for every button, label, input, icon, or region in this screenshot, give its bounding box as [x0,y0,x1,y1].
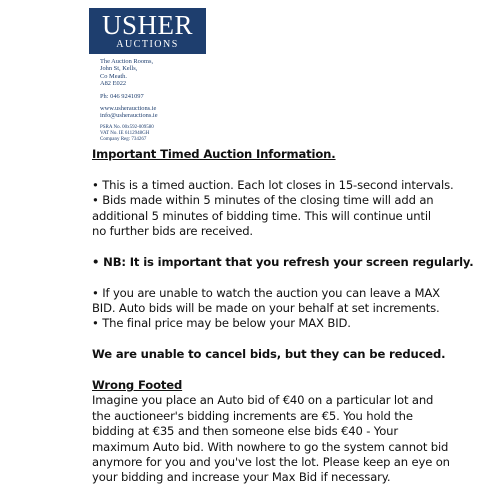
website-link[interactable]: www.usherauctions.ie [100,105,157,113]
wrong-footed-line-6: your bidding and increase your Max Bid if necessary. [92,470,391,485]
company-reg: Company Reg: 734267 [100,136,147,142]
logo-subtitle: AUCTIONS [116,39,179,50]
wrong-footed-line-3: bidding at €35 and then someone else bids €40 - Your [92,424,398,439]
wrong-footed-line-2: the auctioneer's bidding increments are €5. You hold the [92,408,413,423]
info-heading: Important Timed Auction Information. [92,147,336,161]
wrong-footed-line-1: Imagine you place an Auto bid of €40 on a particular lot and [92,393,434,408]
address-line-4: A82 E022 [100,80,127,88]
phone-number: Ph: 046 9241097 [100,92,144,100]
address-line-1: The Auction Rooms, [100,58,154,65]
bullet-final-price: • The final price may be below your MAX BID. [92,316,351,331]
wrong-footed-line-5: anymore for you and you've lost the lot. Please keep an eye on [92,455,450,470]
bullet-max-bid-line-2: BID. Auto bids will be made on your behalf at set increments. [92,301,440,316]
bullet-max-bid-line-1: • If you are unable to watch the auction you can leave a MAX [92,285,440,300]
bullet-extension-line-3: no further bids are received. [92,224,253,239]
wrong-footed-heading: Wrong Footed [92,378,183,393]
usher-auctions-logo [89,8,206,54]
vat-number: VAT No. IE 6112948GH [100,130,150,136]
logo-wordmark: USHER [101,10,193,40]
bullet-timed-auction: • This is a timed auction. Each lot closes in 15-second intervals. [92,177,454,192]
bullet-extension-line-1: • Bids made within 5 minutes of the closing time will add an [92,193,434,208]
address-block [100,58,158,143]
auction-info [92,147,492,486]
bullet-extension-line-2: additional 5 minutes of bidding time. This will continue until [92,208,431,223]
wrong-footed-line-4: maximum Auto bid. With nowhere to go the system cannot bid [92,439,449,454]
address-line-2: John St, Kells, [100,65,138,73]
cancel-notice: We are unable to cancel bids, but they can be reduced. [92,347,446,362]
psra-number: PSRA No. 00x592-009580 [100,124,154,130]
email-link[interactable]: info@usherauctions.ie [100,112,158,120]
address-line-3: Co Meath. [100,72,127,80]
refresh-notice: • NB: It is important that you refresh your screen regularly. [92,254,474,269]
